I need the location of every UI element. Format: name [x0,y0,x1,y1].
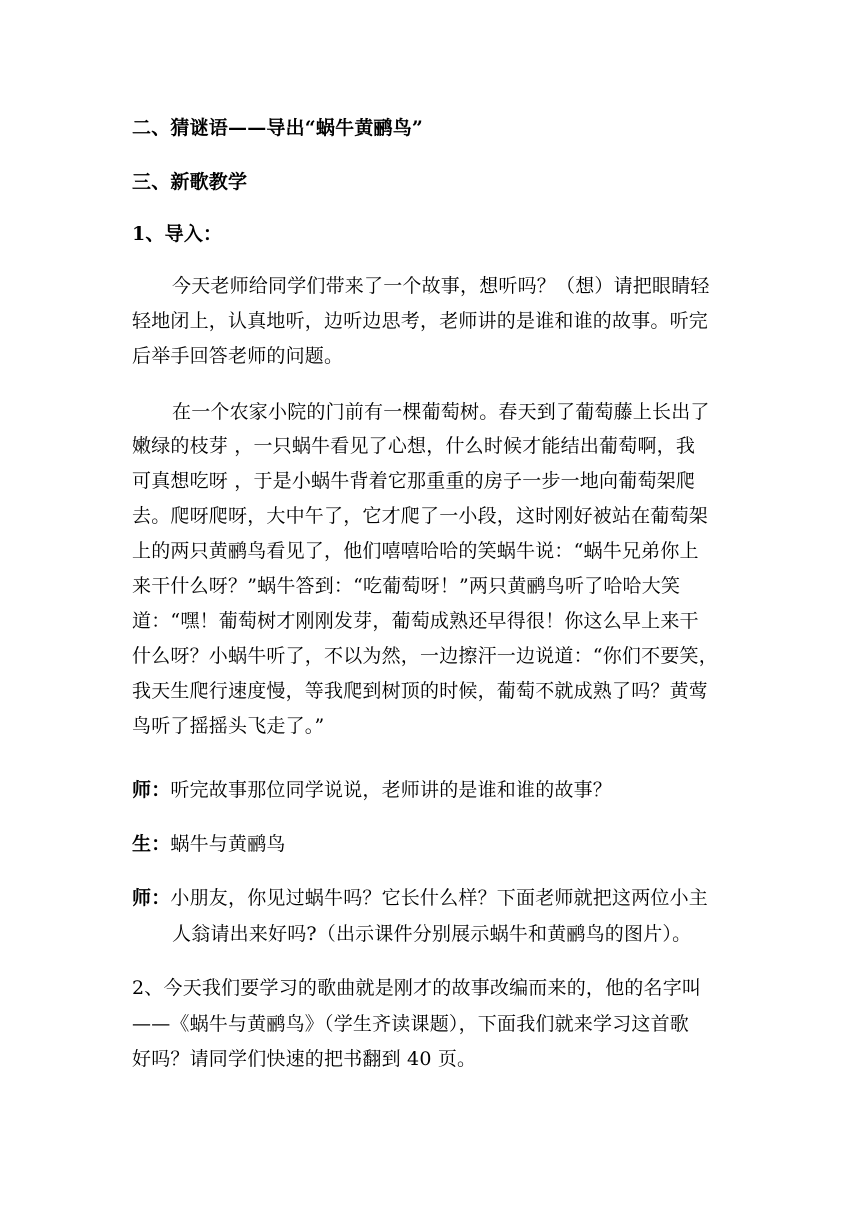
paragraph-2-line-1: 在一个农家小院的门前有一棵葡萄树。春天到了葡萄藤上长出了 [172,401,710,423]
dialog-text: 听完故事那位同学说说，老师讲的是谁和谁的故事？ [170,779,613,801]
section-heading-2: 二、猜谜语——导出“蜗牛黄鹂鸟” [132,117,424,139]
dialog-teacher-2-continuation: 人翁请出来好吗?（出示课件分别展示蜗牛和黄鹂鸟的图片）。 [172,923,692,945]
dialog-text: 蜗牛与黄鹂鸟 [170,833,286,855]
paragraph-3-line-3: 好吗？请同学们快速的把书翻到 40 页。 [132,1048,477,1070]
subsection-heading-1: 1、导入： [132,223,223,245]
speaker-label: 师： [132,779,171,801]
dialog-text: 小朋友，你见过蜗牛吗？它长什么样？下面老师就把这两位小主 [170,887,709,909]
paragraph-2-line-8: 什么呀？小蜗牛听了，不以为然，一边擦汗一边说道：“你们不要笑， [132,645,718,667]
speaker-label: 生： [132,833,171,855]
paragraph-2-line-7: 道：“嘿！葡萄树才刚刚发芽，葡萄成熟还早得很！你这么早上来干 [132,610,699,632]
paragraph-2-line-9: 我天生爬行速度慢，等我爬到树顶的时候，葡萄不就成熟了吗？黄莺 [132,680,709,702]
section-heading-3: 三、新歌教学 [132,171,248,193]
paragraph-2-line-6: 来干什么呀？”蜗牛答到：“吃葡萄呀！”两只黄鹂鸟听了哈哈大笑 [132,575,681,597]
paragraph-1-line-1: 今天老师给同学们带来了一个故事，想听吗？（想）请把眼睛轻 [172,275,710,297]
paragraph-2-line-2: 嫩绿的枝芽 ，一只蜗牛看见了心想，什么时候才能结出葡萄啊，我 [132,435,696,457]
paragraph-2-line-4: 去。爬呀爬呀，大中午了，它才爬了一小段，这时刚好被站在葡萄架 [132,505,709,527]
dialog-teacher-1 [132,778,612,802]
dialog-student-1 [132,832,286,856]
paragraph-2-line-5: 上的两只黄鹂鸟看见了，他们嘻嘻哈哈的笑蜗牛说：“蜗牛兄弟你上 [132,540,699,562]
paragraph-3-line-1: 2、今天我们要学习的歌曲就是刚才的故事改编而来的，他的名字叫 [132,977,702,999]
speaker-label: 师： [132,887,171,909]
paragraph-2-line-3: 可真想吃呀 ，于是小蜗牛背着它那重重的房子一步一地向葡萄架爬 [132,470,696,492]
paragraph-2-line-10: 鸟听了摇摇头飞走了。” [132,715,325,737]
dialog-teacher-2 [132,886,708,910]
paragraph-1-line-3: 后举手回答老师的问题。 [132,345,344,367]
paragraph-3-line-2: ——《蜗牛与黄鹂鸟》（学生齐读课题），下面我们就来学习这首歌 [132,1013,690,1035]
paragraph-1-line-2: 轻地闭上，认真地听，边听边思考，老师讲的是谁和谁的故事。听完 [132,310,709,332]
